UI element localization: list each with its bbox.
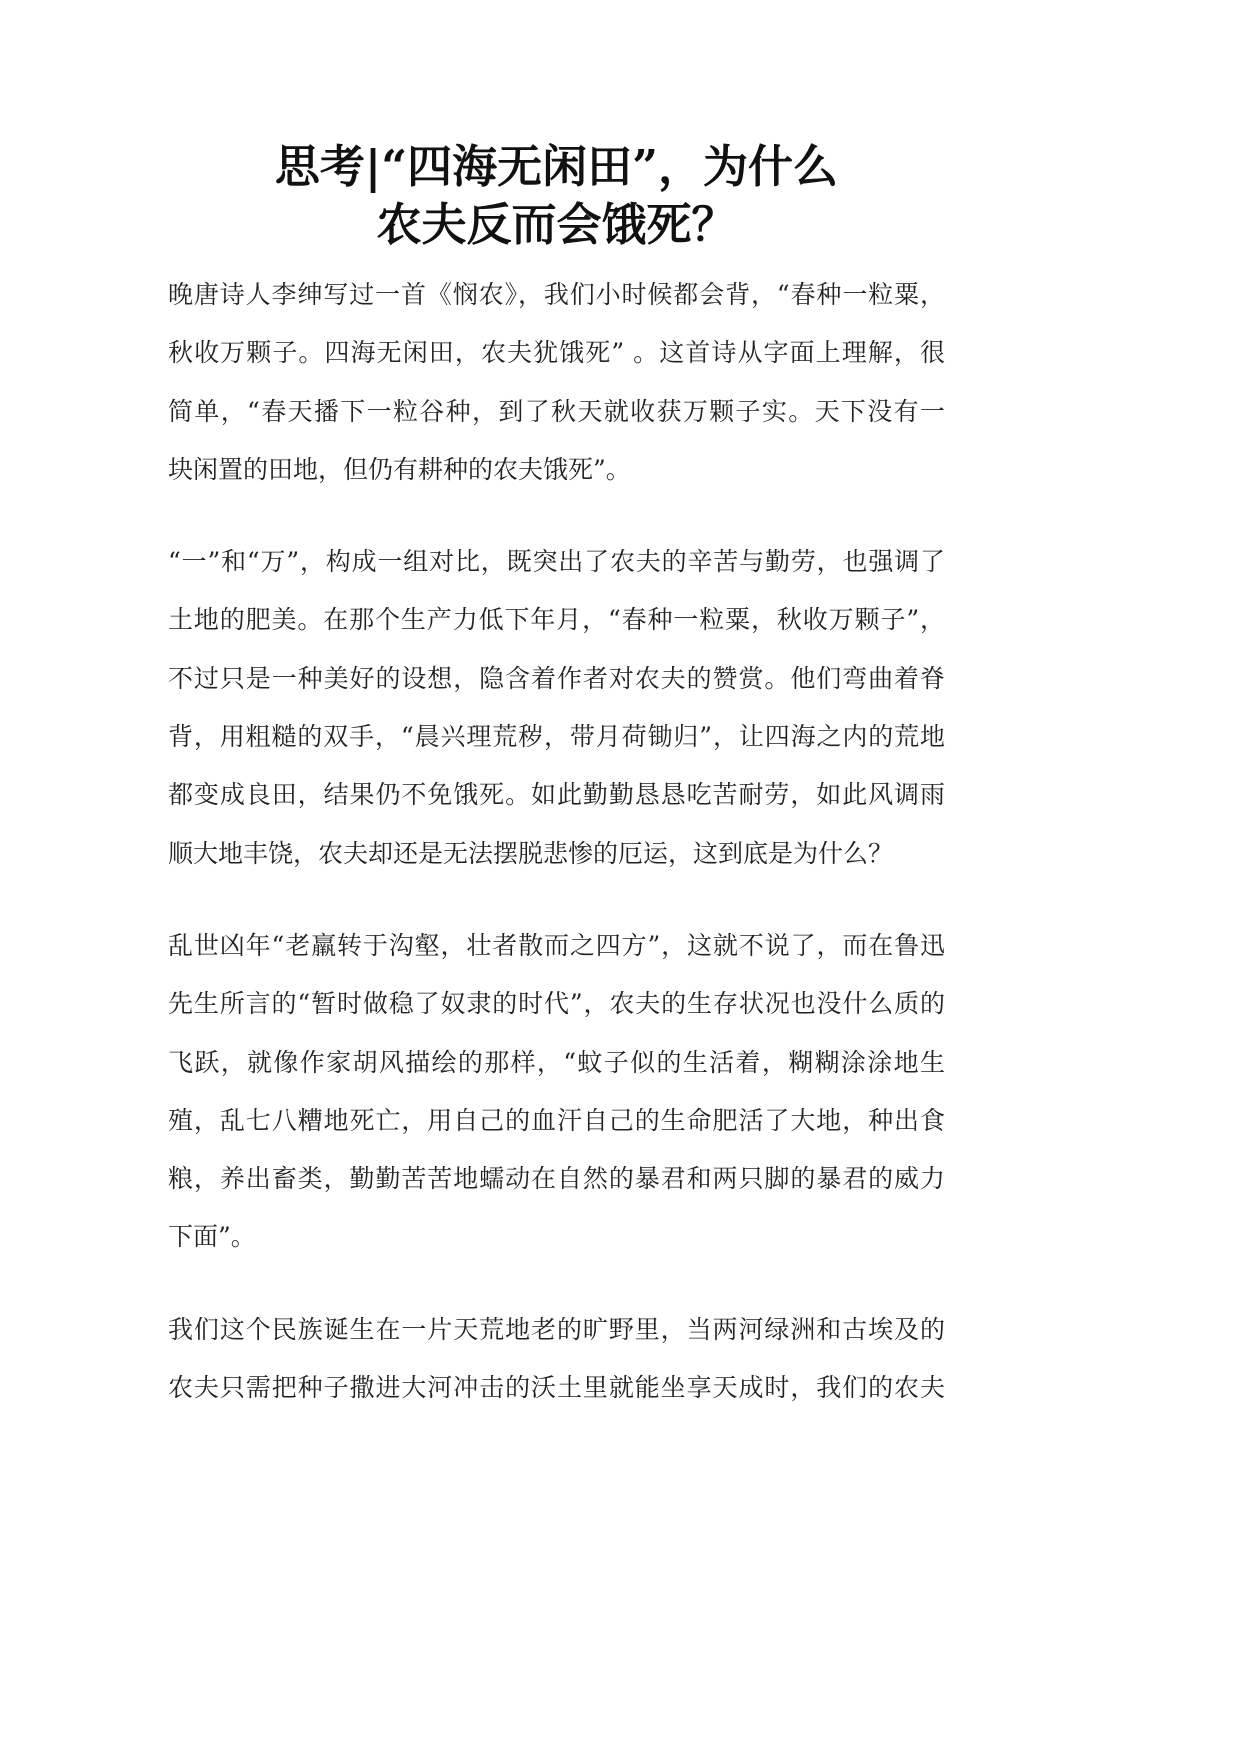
paragraph-line: 块闲置的田地，但仍有耕种的农夫饿死”。 [168,454,631,484]
paragraph-line: “一”和“万”，构成一组对比，既突出了农夫的辛苦与勤劳，也强调了 [168,547,945,577]
paragraph-line: 农夫只需把种子撒进大河冲击的沃土里就能坐享天成时，我们的农夫 [168,1373,945,1403]
document-title [168,138,945,254]
paragraph-line: 我们这个民族诞生在一片天荒地老的旷野里，当两河绿洲和古埃及的 [168,1314,945,1344]
paragraph-2 [168,533,945,883]
paragraph-line: 下面”。 [168,1222,256,1252]
paragraph-line: 简单，“春天播下一粒谷种，到了秋天就收获万颗子实。天下没有一 [168,396,945,426]
paragraph-line: 秋收万颗子。四海无闲田，农夫犹饿死” 。这首诗从字面上理解，很 [168,338,945,368]
paragraph-line: 土地的肥美。在那个生产力低下年月，“春种一粒粟，秋收万颗子”， [168,605,945,635]
paragraph-line: 都变成良田，结果仍不免饿死。如此勤勤恳恳吃苦耐劳，如此风调雨 [168,780,945,810]
paragraph-line: 晚唐诗人李绅写过一首《悯农》，我们小时候都会背，“春种一粒粟， [168,280,945,309]
title-line-2: 农夫反而会饿死？ [376,198,737,251]
paragraph-line: 先生所言的“暂时做稳了奴隶的时代”，农夫的生存状况也没什么质的 [168,989,945,1019]
paragraph-1 [168,266,945,499]
paragraph-3 [168,917,945,1267]
paragraph-line: 不过只是一种美好的设想，隐含着作者对农夫的赞赏。他们弯曲着脊 [168,663,945,693]
title-line-1: 思考|“四海无闲田”，为什么 [274,140,839,193]
paragraph-line: 粮，养出畜类，勤勤苦苦地蠕动在自然的暴君和两只脚的暴君的威力 [168,1164,945,1194]
article-body [168,266,945,1451]
paragraph-4 [168,1301,945,1418]
paragraph-line: 背，用粗糙的双手，“晨兴理荒秽，带月荷锄归”，让四海之内的荒地 [168,722,945,752]
paragraph-line: 殖，乱七八糟地死亡，用自己的血汗自己的生命肥活了大地，种出食 [168,1105,945,1135]
paragraph-line: 乱世凶年“老羸转于沟壑，壮者散而之四方”，这就不说了，而在鲁迅 [168,930,945,960]
paragraph-line: 飞跃，就像作家胡风描绘的那样，“蚊子似的生活着，糊糊涂涂地生 [168,1047,945,1077]
paragraph-line: 顺大地丰饶，农夫却还是无法摆脱悲惨的厄运，这到底是为什么？ [168,838,894,868]
